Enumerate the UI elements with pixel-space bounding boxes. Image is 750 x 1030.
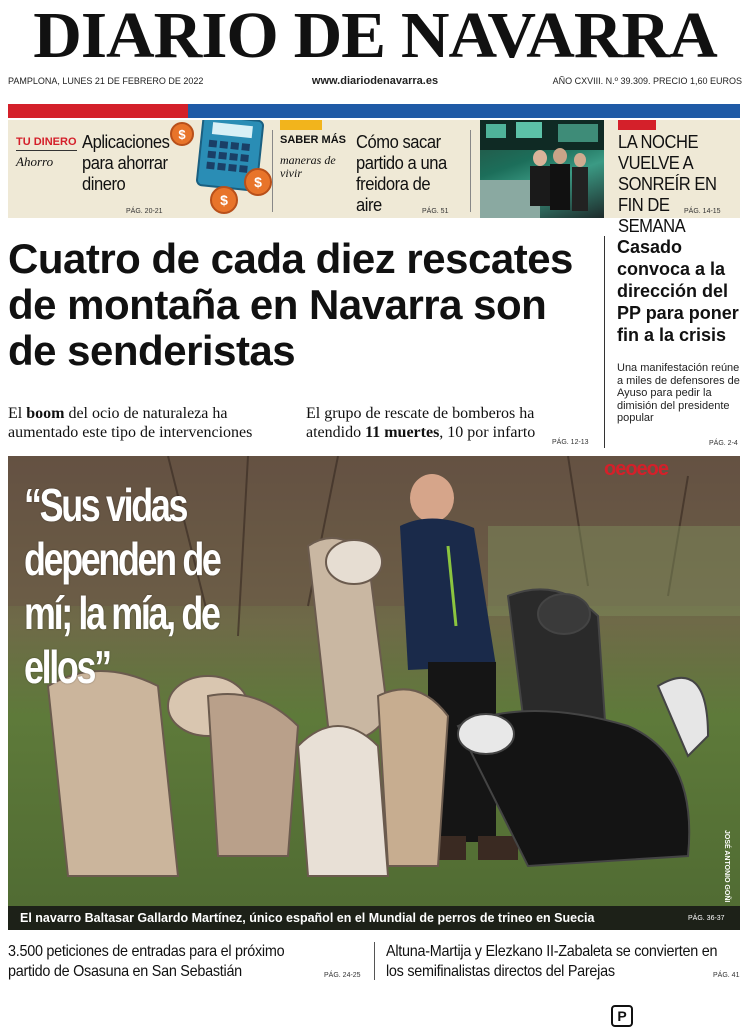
color-bar-red	[8, 104, 188, 118]
dateline-issue: AÑO CXVIII. N.º 39.309. PRECIO 1,60 EUROS	[552, 76, 742, 86]
teaser-1-sub: Ahorro	[16, 154, 54, 169]
teaser-3-page: PÁG. 14-15	[684, 208, 721, 215]
dateline	[8, 76, 742, 90]
lead-subhead-2: El grupo de rescate de bomberos ha atendido 11 muertes, 10 por infarto	[306, 405, 536, 441]
teasers-strip	[8, 120, 740, 236]
lead-subhead-1: El boom del ocio de naturaleza ha aumentado este tipo de intervenciones	[8, 405, 253, 441]
teaser-2-accent	[280, 120, 322, 130]
masthead	[0, 0, 750, 72]
side-headline[interactable]: Casado convoca a la dirección del PP para poner fin a la crisis	[617, 237, 739, 345]
teaser-2-sub: maneras de vivir	[280, 153, 336, 180]
teaser-1-tag: TU DINERO	[16, 136, 77, 151]
bottom-story-2[interactable]: Altuna-Martija y Elezkano II-Zabaleta se convierten en los semifinalistas directos del Parejas	[386, 943, 718, 980]
teaser-2-tag: SABER MÁS	[280, 134, 347, 146]
side-page: PÁG. 2-4	[709, 440, 738, 447]
dateline-date: PAMPLONA, LUNES 21 DE FEBRERO DE 2022	[8, 76, 204, 86]
publisher-logo-icon: P	[611, 1005, 633, 1027]
photo-caption: El navarro Baltasar Gallardo Martínez, único español en el Mundial de perros de trineo en Suecia	[20, 911, 595, 925]
svg-text:$: $	[254, 174, 262, 190]
calculator-coins-icon	[166, 120, 286, 218]
teaser-1-headline[interactable]: Aplicaciones para ahorrar dinero	[82, 132, 170, 194]
bottom-story-1[interactable]: 3.500 peticiones de entradas para el próximo partido de Osasuna en San Sebastián	[8, 943, 285, 980]
color-bar	[8, 104, 740, 118]
teaser-3-headline[interactable]: LA NOCHE VUELVE A SONREÍR EN FIN DE SEMANA	[618, 132, 717, 236]
teaser-3-photo[interactable]	[480, 120, 604, 218]
svg-text:$: $	[178, 127, 186, 142]
website-link[interactable]: www.diariodenavarra.es	[311, 75, 439, 87]
teaser-2-page: PÁG. 51	[422, 208, 449, 215]
svg-text:$: $	[220, 192, 228, 208]
teaser-3-accent	[618, 120, 656, 130]
photo-page: PÁG. 36-37	[688, 915, 725, 922]
side-subhead: Una manifestación reúne a miles de defensores de Ayuso para pedir la dimisión del presidente popular	[617, 362, 740, 424]
bottom-story-1-page: PÁG. 24-25	[324, 972, 361, 979]
lead-headline[interactable]: Cuatro de cada diez rescates de montaña en Navarra son de senderistas	[8, 235, 573, 374]
bottom-divider	[374, 942, 375, 980]
nightlife-photo-icon	[480, 120, 604, 218]
side-rule	[604, 236, 605, 448]
lead-story	[8, 236, 598, 374]
newspaper-title: DIARIO DE NAVARRA	[33, 0, 717, 72]
teaser-2-headline[interactable]: Cómo sacar partido a una freidora de aire	[356, 132, 447, 215]
teaser-divider	[272, 130, 273, 212]
photo-credit: JOSÉ ANTONIO GOÑI	[723, 830, 730, 903]
photo-quote: “Sus vidas dependen de mí; la mía, de ellos”	[24, 479, 220, 693]
teaser-divider	[470, 130, 471, 212]
teaser-1-page: PÁG. 20-21	[126, 208, 163, 215]
sponsor-logo: oeoeoe	[604, 458, 669, 480]
bottom-story-2-page: PÁG. 41	[713, 972, 740, 979]
lead-page: PÁG. 12-13	[552, 439, 589, 446]
